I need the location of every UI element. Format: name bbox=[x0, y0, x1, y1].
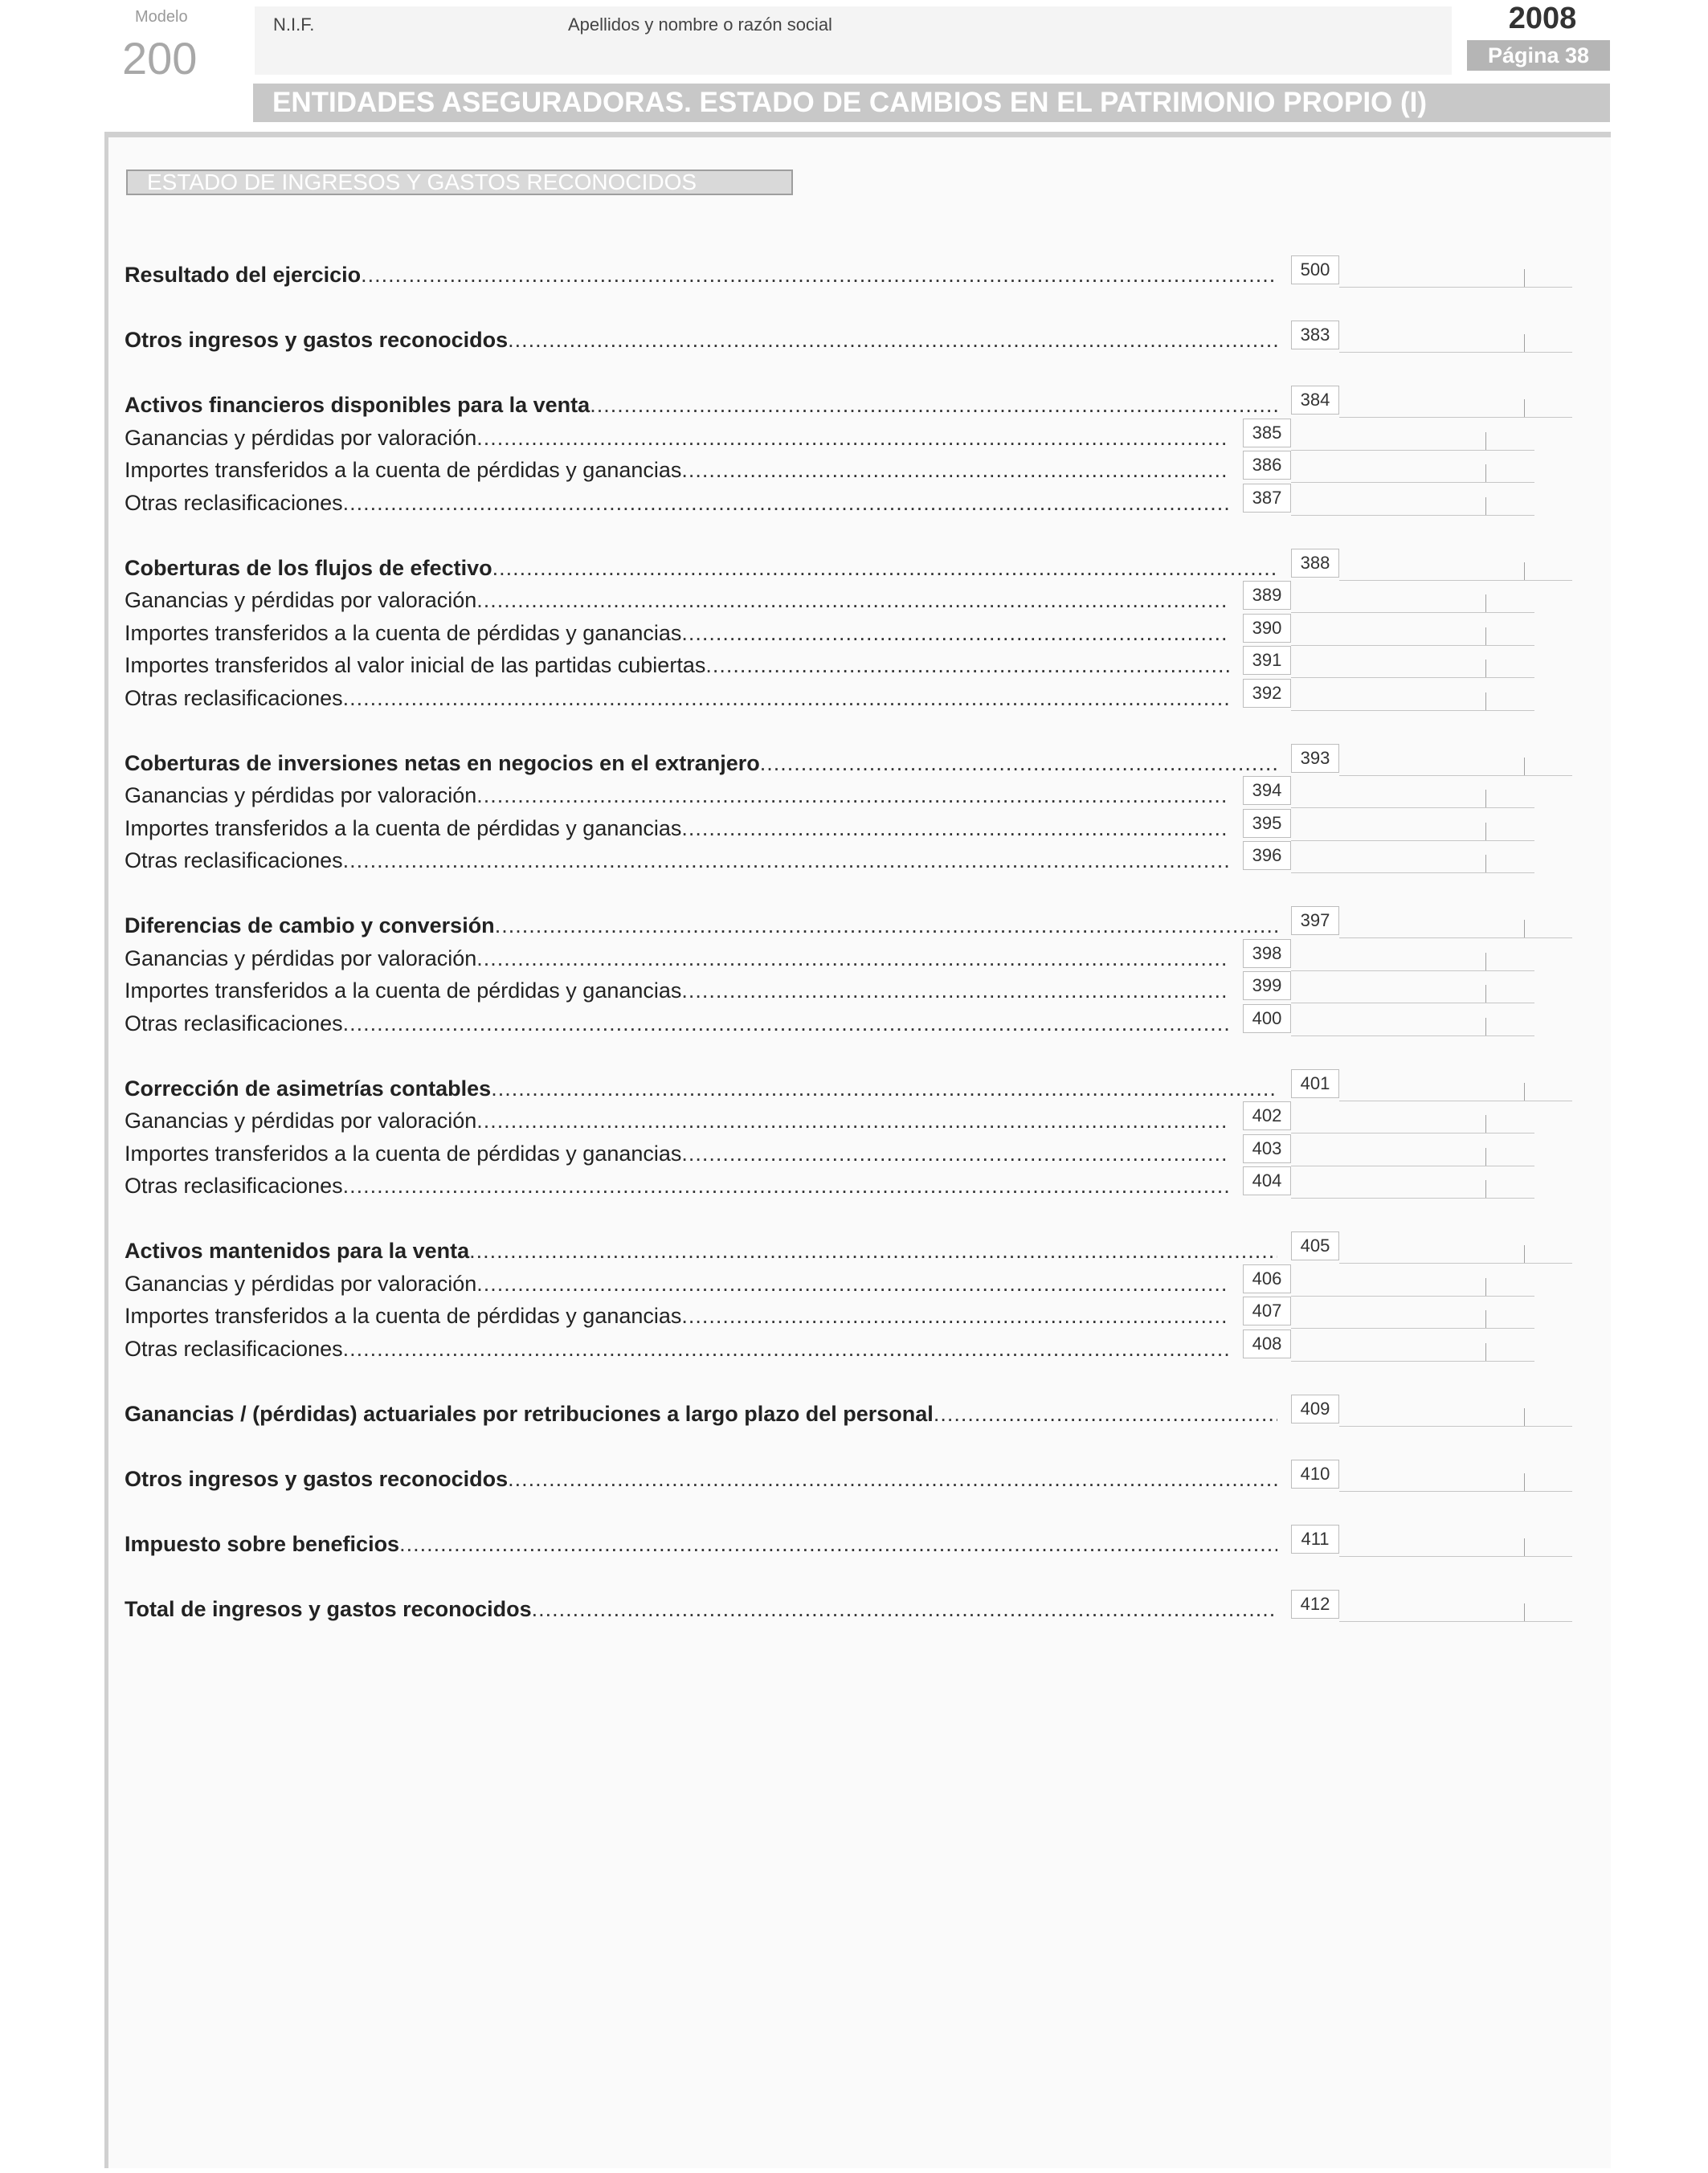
amount-field[interactable] bbox=[1339, 388, 1572, 418]
box-code: 406 bbox=[1243, 1264, 1291, 1293]
amount-field[interactable] bbox=[1291, 453, 1534, 483]
decimal-separator-tick bbox=[1524, 562, 1525, 580]
row-label-line bbox=[125, 1076, 1277, 1101]
row-label-line bbox=[125, 1336, 1229, 1362]
row-label: Importes transferidos a la cuenta de pérdidas y ganancias bbox=[125, 1142, 682, 1166]
dot-leader bbox=[343, 490, 1229, 516]
row-label: Ganancias y pérdidas por valoración bbox=[125, 783, 477, 807]
amount-field[interactable] bbox=[1291, 1007, 1534, 1036]
row-label: Resultado del ejercicio bbox=[125, 263, 362, 287]
dot-leader bbox=[476, 782, 1229, 808]
amount-field[interactable] bbox=[1291, 583, 1534, 613]
form-row bbox=[125, 1460, 1571, 1492]
form-row bbox=[125, 321, 1571, 353]
row-label: Activos financieros disponibles para la venta bbox=[125, 393, 590, 417]
box-code: 392 bbox=[1243, 679, 1291, 708]
amount-field[interactable] bbox=[1339, 258, 1572, 288]
row-label: Otras reclasificaciones bbox=[125, 1337, 343, 1361]
form-row bbox=[125, 679, 1534, 711]
dot-leader bbox=[343, 1336, 1229, 1362]
modelo-number: 200 bbox=[122, 33, 198, 84]
decimal-separator-tick bbox=[1485, 1148, 1486, 1166]
amount-field[interactable] bbox=[1291, 1267, 1534, 1297]
dot-leader bbox=[343, 685, 1229, 711]
box-code: 387 bbox=[1243, 484, 1291, 513]
amount-field[interactable] bbox=[1291, 974, 1534, 1003]
dot-leader bbox=[760, 750, 1277, 776]
row-label-line bbox=[125, 782, 1229, 808]
section-label: ESTADO DE INGRESOS Y GASTOS RECONOCIDOS bbox=[126, 170, 793, 195]
box-code: 390 bbox=[1243, 614, 1291, 643]
decimal-separator-tick bbox=[1485, 660, 1486, 677]
decimal-separator-tick bbox=[1524, 1603, 1525, 1621]
amount-field[interactable] bbox=[1339, 1592, 1572, 1622]
amount-field[interactable] bbox=[1339, 909, 1572, 938]
decimal-separator-tick bbox=[1485, 855, 1486, 872]
row-label-line bbox=[125, 425, 1229, 451]
form-row bbox=[125, 1395, 1571, 1427]
amount-field[interactable] bbox=[1291, 648, 1534, 678]
decimal-separator-tick bbox=[1524, 399, 1525, 417]
row-label-line bbox=[125, 1108, 1229, 1133]
dot-leader bbox=[476, 1271, 1229, 1297]
form-row bbox=[125, 549, 1571, 581]
box-code: 401 bbox=[1291, 1069, 1339, 1098]
box-code: 400 bbox=[1243, 1004, 1291, 1033]
row-label-line bbox=[125, 1303, 1229, 1329]
dot-leader bbox=[508, 1466, 1277, 1492]
row-label-line bbox=[125, 1238, 1277, 1264]
form-row bbox=[125, 1166, 1534, 1199]
year-label: 2008 bbox=[1508, 2, 1577, 35]
form-row bbox=[125, 1004, 1534, 1036]
decimal-separator-tick bbox=[1524, 920, 1525, 937]
row-label-line bbox=[125, 490, 1229, 516]
row-label: Coberturas de inversiones netas en negocios en el extranjero bbox=[125, 751, 760, 775]
row-label: Ganancias y pérdidas por valoración bbox=[125, 1272, 477, 1296]
form-row bbox=[125, 1525, 1571, 1557]
row-label-line bbox=[125, 620, 1229, 646]
form-row bbox=[125, 1590, 1571, 1622]
amount-field[interactable] bbox=[1291, 1169, 1534, 1199]
row-label: Otras reclasificaciones bbox=[125, 491, 343, 515]
box-code: 396 bbox=[1243, 841, 1291, 870]
row-label: Corrección de asimetrías contables bbox=[125, 1076, 492, 1101]
row-label-line bbox=[125, 913, 1277, 938]
decimal-separator-tick bbox=[1485, 1343, 1486, 1361]
amount-field[interactable] bbox=[1339, 323, 1572, 353]
box-code: 500 bbox=[1291, 255, 1339, 284]
row-label-line bbox=[125, 946, 1229, 971]
decimal-separator-tick bbox=[1485, 497, 1486, 515]
dot-leader bbox=[476, 1108, 1229, 1133]
row-label: Activos mantenidos para la venta bbox=[125, 1239, 470, 1263]
form-row bbox=[125, 1297, 1534, 1329]
form-row bbox=[125, 906, 1571, 938]
decimal-separator-tick bbox=[1485, 1310, 1486, 1328]
row-label-line bbox=[125, 685, 1229, 711]
box-code: 411 bbox=[1291, 1525, 1339, 1554]
dot-leader bbox=[491, 1076, 1277, 1101]
dot-leader bbox=[495, 913, 1277, 938]
dot-leader bbox=[934, 1401, 1277, 1427]
box-code: 389 bbox=[1243, 581, 1291, 610]
box-code: 403 bbox=[1243, 1134, 1291, 1163]
dot-leader bbox=[681, 978, 1229, 1003]
amount-field[interactable] bbox=[1339, 551, 1572, 581]
decimal-separator-tick bbox=[1524, 1083, 1525, 1101]
decimal-separator-tick bbox=[1524, 1245, 1525, 1263]
decimal-separator-tick bbox=[1485, 823, 1486, 840]
row-label: Total de ingresos y gastos reconocidos bbox=[125, 1597, 532, 1621]
form-row bbox=[125, 1134, 1534, 1166]
decimal-separator-tick bbox=[1485, 1278, 1486, 1296]
row-label: Ganancias y pérdidas por valoración bbox=[125, 588, 477, 612]
row-label: Importes transferidos a la cuenta de pérdidas y ganancias bbox=[125, 816, 682, 840]
amount-field[interactable] bbox=[1291, 941, 1534, 971]
amount-field[interactable] bbox=[1291, 681, 1534, 711]
form-row bbox=[125, 971, 1534, 1003]
row-label-line bbox=[125, 848, 1229, 873]
amount-field[interactable] bbox=[1339, 746, 1572, 776]
dot-leader bbox=[469, 1238, 1277, 1264]
box-code: 402 bbox=[1243, 1101, 1291, 1130]
row-label: Otras reclasificaciones bbox=[125, 1011, 343, 1035]
box-code: 398 bbox=[1243, 939, 1291, 968]
dot-leader bbox=[681, 1141, 1229, 1166]
box-code: 391 bbox=[1243, 646, 1291, 675]
dot-leader bbox=[492, 555, 1277, 581]
row-label: Otros ingresos y gastos reconocidos bbox=[125, 1467, 509, 1491]
row-label-line bbox=[125, 750, 1277, 776]
form-row bbox=[125, 1232, 1571, 1264]
dot-leader bbox=[476, 946, 1229, 971]
row-label: Otros ingresos y gastos reconocidos bbox=[125, 328, 509, 352]
apellidos-label: Apellidos y nombre o razón social bbox=[568, 14, 832, 35]
row-label: Coberturas de los flujos de efectivo bbox=[125, 556, 492, 580]
row-label-line bbox=[125, 815, 1229, 841]
form-row bbox=[125, 386, 1571, 418]
form-row bbox=[125, 1069, 1571, 1101]
amount-field[interactable] bbox=[1339, 1527, 1572, 1557]
nif-label: N.I.F. bbox=[273, 14, 315, 35]
dot-leader bbox=[476, 425, 1229, 451]
row-label-line bbox=[125, 587, 1229, 613]
box-code: 395 bbox=[1243, 809, 1291, 838]
box-code: 410 bbox=[1291, 1460, 1339, 1489]
amount-field[interactable] bbox=[1291, 1137, 1534, 1166]
row-label-line bbox=[125, 1531, 1277, 1557]
row-label-line bbox=[125, 262, 1277, 288]
box-code: 404 bbox=[1243, 1166, 1291, 1195]
box-code: 384 bbox=[1291, 386, 1339, 415]
form-row bbox=[125, 939, 1534, 971]
amount-field[interactable] bbox=[1339, 1462, 1572, 1492]
row-label-line bbox=[125, 1401, 1277, 1427]
decimal-separator-tick bbox=[1485, 627, 1486, 645]
decimal-separator-tick bbox=[1485, 1115, 1486, 1133]
row-label-line bbox=[125, 1466, 1277, 1492]
box-code: 412 bbox=[1291, 1590, 1339, 1619]
box-code: 394 bbox=[1243, 776, 1291, 805]
form-row bbox=[125, 255, 1571, 288]
page-number-badge: Página 38 bbox=[1467, 40, 1610, 71]
amount-field[interactable] bbox=[1291, 1299, 1534, 1329]
row-label: Importes transferidos a la cuenta de pérdidas y ganancias bbox=[125, 458, 682, 482]
decimal-separator-tick bbox=[1485, 1180, 1486, 1198]
decimal-separator-tick bbox=[1524, 1408, 1525, 1426]
form-row bbox=[125, 1101, 1534, 1133]
dot-leader bbox=[681, 815, 1229, 841]
row-label-line bbox=[125, 457, 1229, 483]
page-title: ENTIDADES ASEGURADORAS. ESTADO DE CAMBIOS EN EL PATRIMONIO PROPIO (I) bbox=[253, 84, 1610, 122]
row-label: Ganancias y pérdidas por valoración bbox=[125, 1109, 477, 1133]
row-label-line bbox=[125, 1141, 1229, 1166]
decimal-separator-tick bbox=[1485, 1018, 1486, 1035]
box-code: 397 bbox=[1291, 906, 1339, 935]
form-row bbox=[125, 776, 1534, 808]
decimal-separator-tick bbox=[1485, 464, 1486, 482]
form-row bbox=[125, 614, 1534, 646]
row-label-line bbox=[125, 1271, 1229, 1297]
form-row bbox=[125, 646, 1534, 678]
dot-leader bbox=[399, 1531, 1277, 1557]
row-label-line bbox=[125, 327, 1277, 353]
form-row bbox=[125, 484, 1534, 516]
amount-field[interactable] bbox=[1291, 811, 1534, 841]
decimal-separator-tick bbox=[1524, 1473, 1525, 1491]
amount-field[interactable] bbox=[1291, 486, 1534, 516]
row-label-line bbox=[125, 1596, 1277, 1622]
dot-leader bbox=[532, 1596, 1277, 1622]
form-row bbox=[125, 419, 1534, 451]
modelo-label: Modelo bbox=[135, 8, 188, 26]
box-code: 408 bbox=[1243, 1330, 1291, 1358]
row-label: Importes transferidos a la cuenta de pérdidas y ganancias bbox=[125, 621, 682, 645]
amount-field[interactable] bbox=[1291, 1104, 1534, 1133]
row-label: Diferencias de cambio y conversión bbox=[125, 913, 495, 937]
row-label: Ganancias / (pérdidas) actuariales por retribuciones a largo plazo del personal bbox=[125, 1402, 934, 1426]
form-row bbox=[125, 744, 1571, 776]
form-row bbox=[125, 451, 1534, 483]
amount-field[interactable] bbox=[1291, 421, 1534, 451]
row-label: Ganancias y pérdidas por valoración bbox=[125, 426, 477, 450]
row-label-line bbox=[125, 1011, 1229, 1036]
amount-field[interactable] bbox=[1339, 1234, 1572, 1264]
dot-leader bbox=[508, 327, 1277, 353]
decimal-separator-tick bbox=[1485, 594, 1486, 612]
box-code: 385 bbox=[1243, 419, 1291, 447]
box-code: 388 bbox=[1291, 549, 1339, 578]
row-label-line bbox=[125, 978, 1229, 1003]
row-label-line bbox=[125, 652, 1229, 678]
decimal-separator-tick bbox=[1485, 432, 1486, 450]
dot-leader bbox=[343, 1011, 1229, 1036]
form-row bbox=[125, 1264, 1534, 1297]
decimal-separator-tick bbox=[1524, 758, 1525, 775]
amount-field[interactable] bbox=[1339, 1397, 1572, 1427]
row-label: Importes transferidos a la cuenta de pérdidas y ganancias bbox=[125, 978, 682, 1003]
row-label-line bbox=[125, 555, 1277, 581]
dot-leader bbox=[361, 262, 1277, 288]
decimal-separator-tick bbox=[1485, 985, 1486, 1003]
dot-leader bbox=[343, 1173, 1229, 1199]
decimal-separator-tick bbox=[1524, 1538, 1525, 1556]
form-row bbox=[125, 581, 1534, 613]
amount-field[interactable] bbox=[1291, 778, 1534, 808]
form-row bbox=[125, 1330, 1534, 1362]
box-code: 393 bbox=[1291, 744, 1339, 773]
dot-leader bbox=[343, 848, 1229, 873]
row-label: Importes transferidos al valor inicial de las partidas cubiertas bbox=[125, 653, 706, 677]
dot-leader bbox=[705, 652, 1229, 678]
decimal-separator-tick bbox=[1524, 334, 1525, 352]
row-label: Otras reclasificaciones bbox=[125, 848, 343, 872]
row-label: Ganancias y pérdidas por valoración bbox=[125, 946, 477, 970]
dot-leader bbox=[681, 1303, 1229, 1329]
row-label: Otras reclasificaciones bbox=[125, 1174, 343, 1198]
row-label-line bbox=[125, 392, 1277, 418]
amount-field[interactable] bbox=[1339, 1072, 1572, 1101]
taxpayer-id-box[interactable] bbox=[255, 6, 1452, 75]
box-code: 399 bbox=[1243, 971, 1291, 1000]
amount-field[interactable] bbox=[1291, 843, 1534, 873]
form-row bbox=[125, 841, 1534, 873]
box-code: 407 bbox=[1243, 1297, 1291, 1325]
row-label: Otras reclasificaciones bbox=[125, 686, 343, 710]
dot-leader bbox=[681, 457, 1229, 483]
decimal-separator-tick bbox=[1485, 953, 1486, 970]
row-label: Importes transferidos a la cuenta de pérdidas y ganancias bbox=[125, 1304, 682, 1328]
row-label-line bbox=[125, 1173, 1229, 1199]
decimal-separator-tick bbox=[1485, 790, 1486, 807]
box-code: 405 bbox=[1291, 1232, 1339, 1260]
dot-leader bbox=[476, 587, 1229, 613]
decimal-separator-tick bbox=[1485, 692, 1486, 710]
row-label: Impuesto sobre beneficios bbox=[125, 1532, 400, 1556]
amount-field[interactable] bbox=[1291, 1332, 1534, 1362]
box-code: 386 bbox=[1243, 451, 1291, 480]
amount-field[interactable] bbox=[1291, 616, 1534, 646]
form-row bbox=[125, 809, 1534, 841]
box-code: 383 bbox=[1291, 321, 1339, 349]
decimal-separator-tick bbox=[1524, 269, 1525, 287]
box-code: 409 bbox=[1291, 1395, 1339, 1423]
dot-leader bbox=[590, 392, 1277, 418]
dot-leader bbox=[681, 620, 1229, 646]
